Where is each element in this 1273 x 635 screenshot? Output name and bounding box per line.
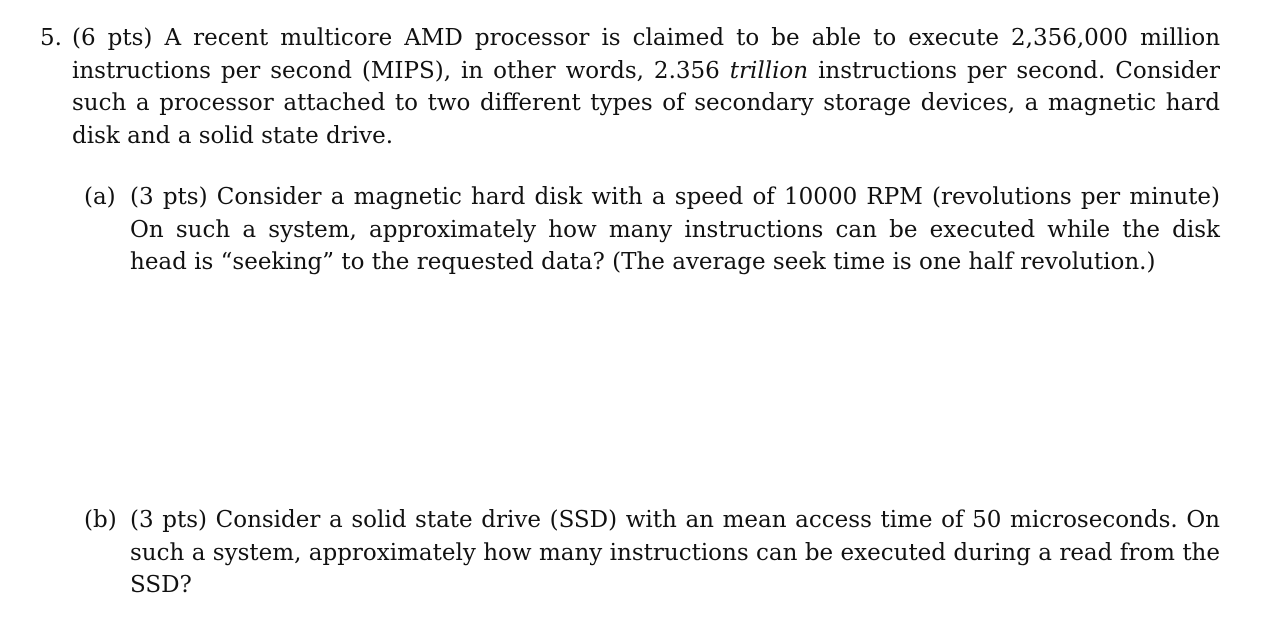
question-text (72, 22, 1220, 152)
question-number: 5. (40, 25, 62, 51)
question-points: (6 pts) (72, 25, 153, 51)
part-b-text (130, 504, 1220, 602)
part-b-points: (3 pts) (130, 507, 207, 533)
question-text-part1: A recent multicore AMD processor is claimed to be able to execute 2,356,000 million instructions per second (MIPS), in other words, 2.356 (72, 25, 1221, 84)
part-a-points: (3 pts) (130, 184, 208, 210)
question-text-emphasis: trillion (729, 57, 809, 84)
part-b-body: Consider a solid state drive (SSD) with an mean access time of 50 microseconds. On such a system, approximately how many instructions can be executed during a read from the SSD? (130, 507, 1220, 598)
part-b-label: (b) (84, 507, 117, 533)
question-body (40, 22, 1220, 152)
part-a-body: Consider a magnetic hard disk with a speed of 10000 RPM (revolutions per minute) On such a system, approximately how many instructions can be executed while the disk head is “seeking” to the requested data? (The average seek time is one half revolution.) (130, 184, 1221, 275)
part-a-label: (a) (84, 184, 116, 210)
question-text-part2: instructions per second. Consider such a processor attached to two different types of secondary storage devices, a magnetic hard disk and a solid state drive. (72, 57, 1221, 149)
part-a-text (130, 181, 1220, 279)
part-b (84, 504, 1220, 602)
question-5 (40, 22, 1220, 152)
part-a (84, 181, 1220, 279)
